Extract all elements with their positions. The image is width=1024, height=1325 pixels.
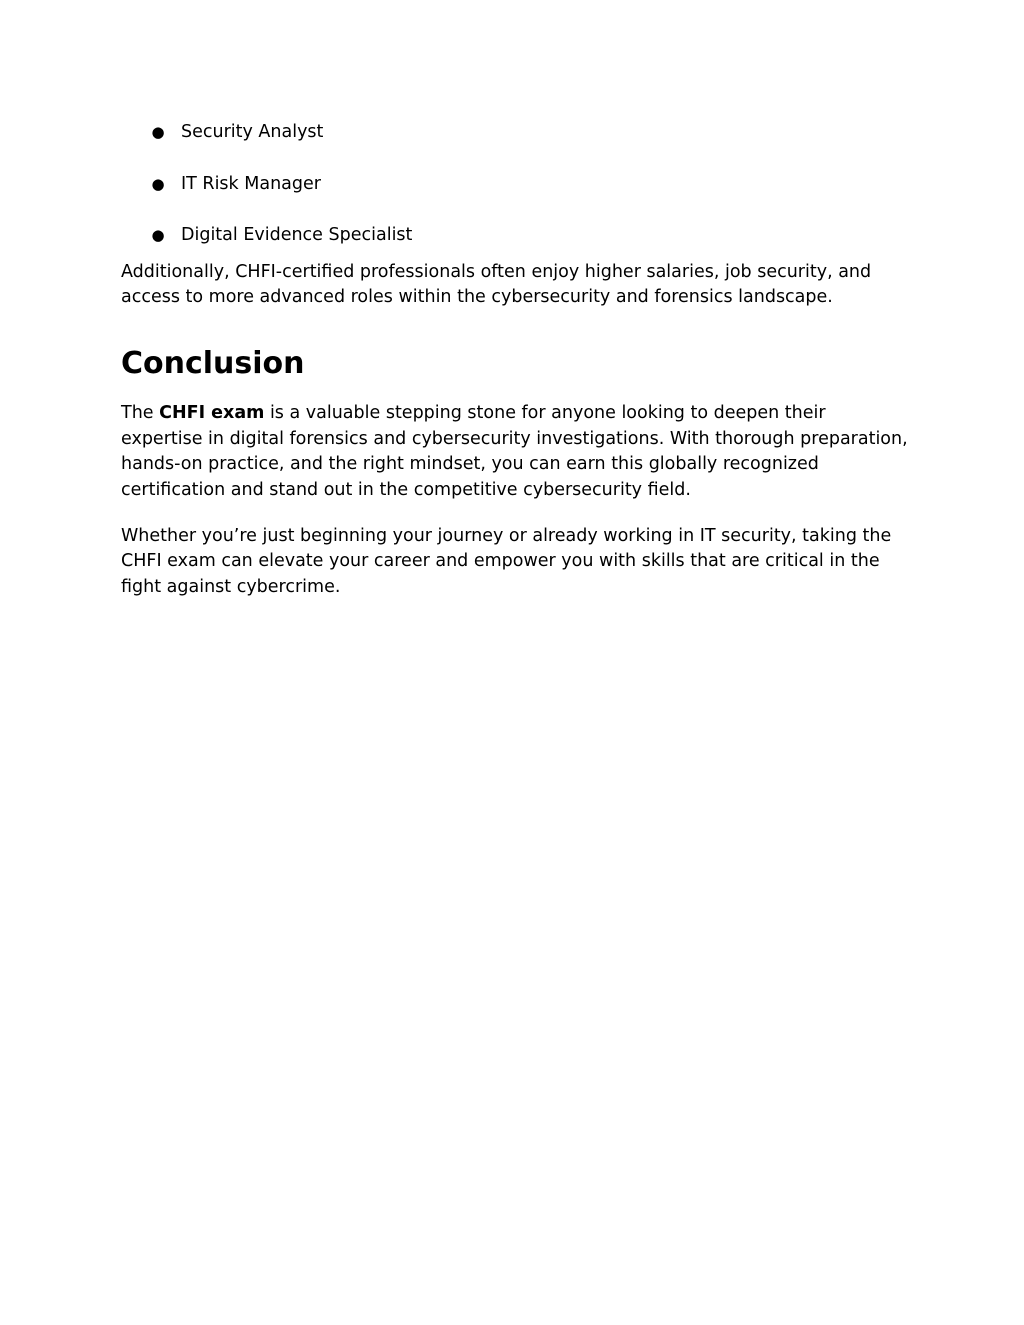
list-item — [121, 118, 911, 146]
bullet-icon: ● — [151, 123, 165, 141]
conclusion-heading: Conclusion — [121, 345, 305, 381]
list-item-text: IT Risk Manager — [181, 173, 321, 194]
conclusion-paragraph-1 — [121, 401, 911, 504]
list-item-text: Security Analyst — [181, 122, 324, 142]
list-item — [121, 170, 911, 198]
benefits-paragraph: Additionally, CHFI-certified professionals often enjoy higher salaries, job security, and access to more advanced roles within the cybersecurity and forensics landscape. — [121, 261, 872, 308]
conclusion-paragraph-2: Whether you’re just beginning your journey or already working in IT security, taking the CHFI exam can elevate your career and empower you with skills that are critical in the fight against cybercrime. — [121, 525, 892, 598]
list-item — [121, 221, 911, 249]
page-content — [121, 118, 911, 601]
career-roles-list — [121, 118, 911, 249]
paragraph-text: The — [121, 402, 160, 423]
paragraph-text: is a valuable stepping stone for anyone looking to deepen their expertise in digital forensics and cybersecurity investigations. With thorough preparation, hands-on practice, and the right mindset, you can earn this globally recognized certification and stand out in the competitive cybersecurity field. — [121, 402, 908, 501]
list-item-text: Digital Evidence Specialist — [181, 225, 413, 245]
bullet-icon: ● — [151, 174, 165, 193]
chfi-exam-bold: CHFI exam — [159, 402, 265, 423]
bullet-icon: ● — [151, 226, 165, 244]
